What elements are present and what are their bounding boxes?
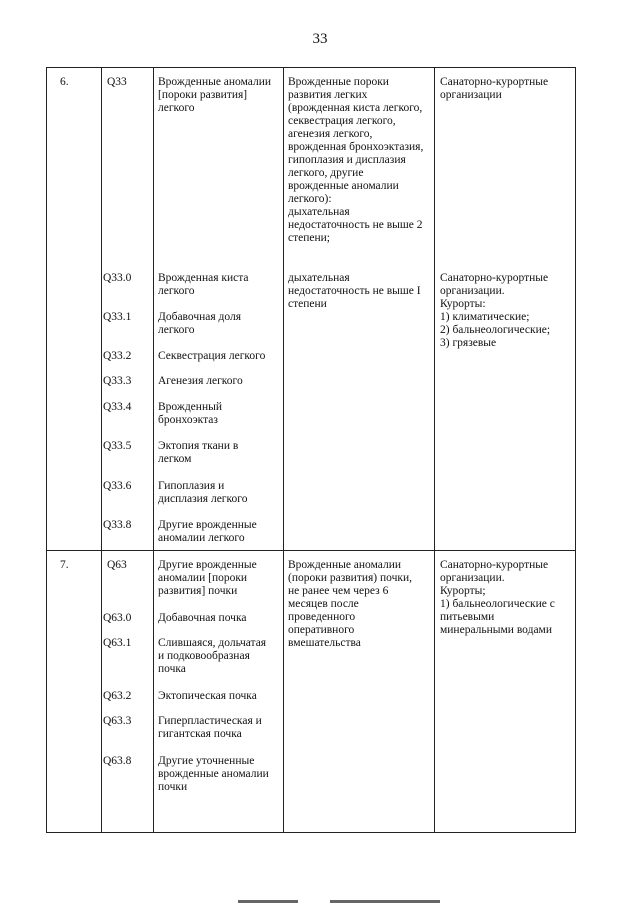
document-table: [46, 67, 576, 833]
diagnosis-code: Q63: [107, 559, 127, 571]
diagnosis-name: Слившаяся, дольчатая и подковообразная почка: [158, 637, 267, 675]
medical-indication: дыхательная недостаточность не выше I степени: [288, 272, 421, 310]
diagnosis-code: Q33.0: [103, 272, 132, 284]
medical-indication: Врожденные аномалии (пороки развития) почки, не ранее чем через 6 месяцев после проведенного оперативного вмешательства: [288, 559, 413, 649]
scan-mark: [330, 900, 440, 903]
column-divider: [434, 67, 435, 833]
resort-organizations: Санаторно-курортные организации. Курорты: 1) климатические; 2) бальнеологические; 3) грязевые: [440, 272, 551, 349]
diagnosis-name: Агенезия легкого: [158, 375, 243, 387]
diagnosis-name: Другие уточненные врожденные аномалии почки: [158, 755, 269, 793]
diagnosis-code: Q63.8: [103, 755, 132, 767]
row-divider: [46, 550, 576, 551]
table-border-bottom: [46, 832, 576, 833]
column-divider: [153, 67, 154, 833]
table-border-right: [575, 67, 576, 833]
diagnosis-name: Врожденные аномалии [пороки развития] легкого: [158, 76, 272, 114]
diagnosis-code: Q33.6: [103, 480, 132, 492]
diagnosis-name: Другие врожденные аномалии легкого: [158, 519, 257, 544]
diagnosis-code: Q33.4: [103, 401, 132, 413]
column-divider: [101, 67, 102, 833]
diagnosis-code: Q33.8: [103, 519, 132, 531]
diagnosis-code: Q33.5: [103, 440, 132, 452]
diagnosis-name: Секвестрация легкого: [158, 350, 266, 362]
diagnosis-name: Гипоплазия и дисплазия легкого: [158, 480, 248, 505]
row-number: 6.: [60, 76, 69, 88]
diagnosis-name: Добавочная доля легкого: [158, 311, 242, 336]
diagnosis-code: Q33.3: [103, 375, 132, 387]
resort-organizations: Санаторно-курортные организации: [440, 76, 549, 101]
table-border-left: [46, 67, 47, 833]
diagnosis-code: Q63.1: [103, 637, 132, 649]
column-divider: [283, 67, 284, 833]
diagnosis-code: Q33.1: [103, 311, 132, 323]
page-number: 33: [312, 31, 328, 47]
diagnosis-name: Врожденная киста легкого: [158, 272, 249, 297]
diagnosis-code: Q63.2: [103, 690, 132, 702]
diagnosis-code: Q33.2: [103, 350, 132, 362]
diagnosis-name: Эктопическая почка: [158, 690, 257, 702]
diagnosis-name: Гиперпластическая и гигантская почка: [158, 715, 262, 740]
diagnosis-code: Q33: [107, 76, 127, 88]
diagnosis-name: Врожденный бронхоэктаз: [158, 401, 222, 426]
scan-mark: [238, 900, 298, 903]
diagnosis-name: Эктопия ткани в легком: [158, 440, 239, 465]
diagnosis-name: Другие врожденные аномалии [пороки развития] почки: [158, 559, 257, 597]
row-number: 7.: [60, 559, 69, 571]
medical-indication: Врожденные пороки развития легких (врожденная киста легкого, секвестрация легкого, агенезия легкого, врожденная бронхоэктазия, гипоплазия и дисплазия легкого, другие врожденные аномалии легкого): дыхательная недостаточность не выше 2 степени;: [288, 76, 424, 244]
resort-organizations: Санаторно-курортные организации. Курорты; 1) бальнеологические с питьевыми минеральными водами: [440, 559, 555, 636]
diagnosis-code: Q63.3: [103, 715, 132, 727]
table-border-top: [46, 67, 576, 68]
diagnosis-name: Добавочная почка: [158, 612, 247, 624]
diagnosis-code: Q63.0: [103, 612, 132, 624]
